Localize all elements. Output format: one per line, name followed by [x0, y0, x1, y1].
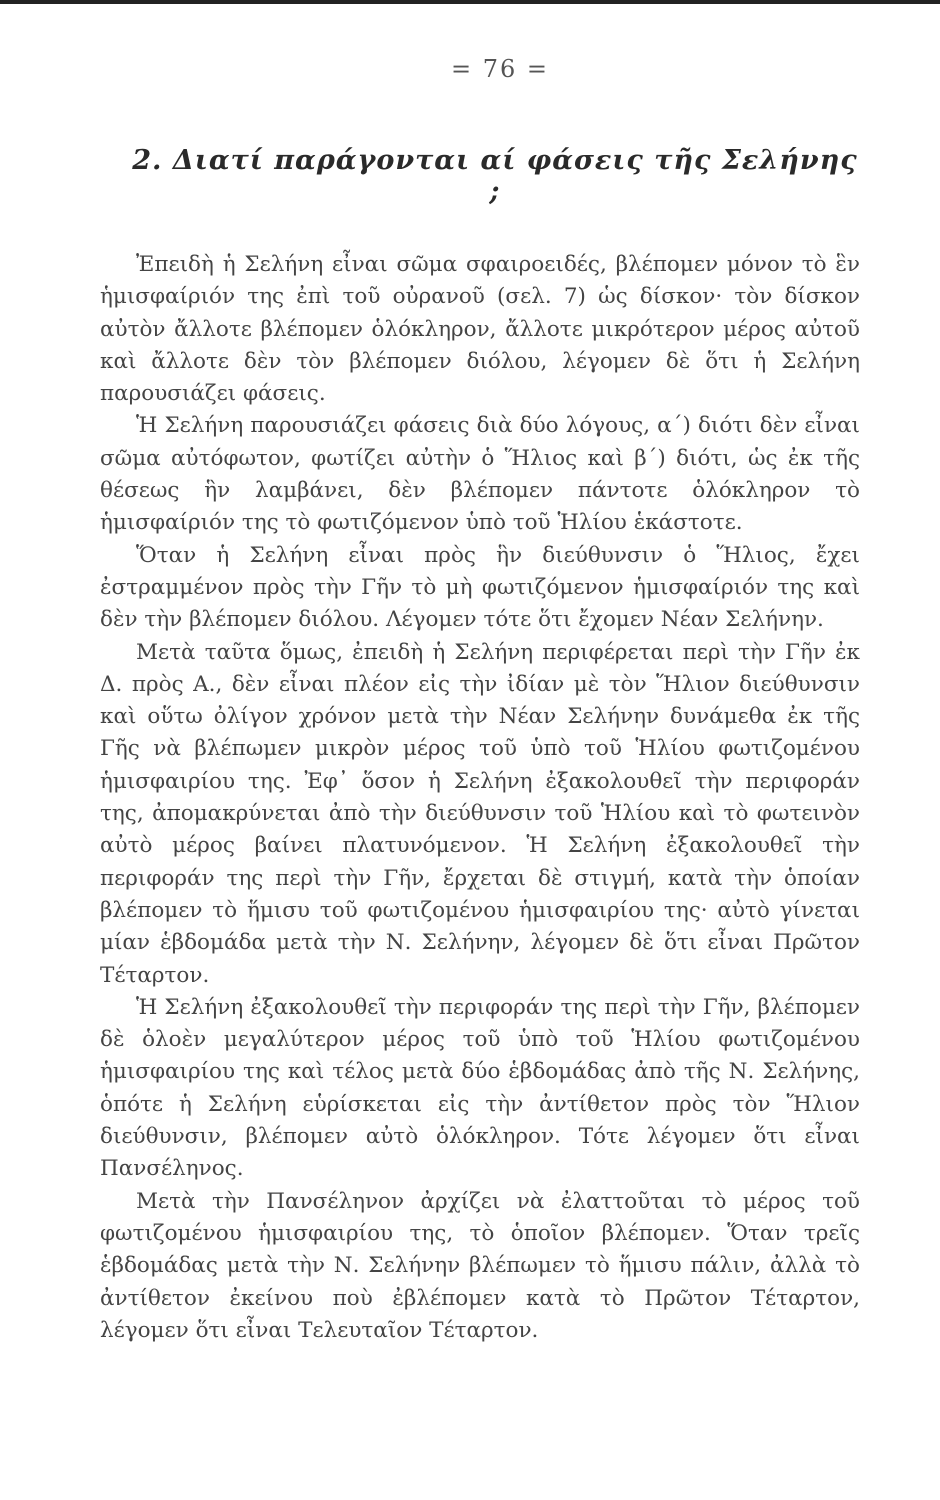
paragraph-6: Μετὰ τὴν Πανσέληνον ἀρχίζει νὰ ἐλαττοῦται τὸ μέρος τοῦ φωτιζομένου ἡμισφαιρίου της, τὸ ὁποῖον βλέπομεν. Ὅταν τρεῖς ἑβδομάδας μετὰ τὴν Ν. Σελήνην βλέπωμεν τὸ ἥμισυ πάλιν, ἀλλὰ τὸ ἀντίθετον ἐκείνου ποὺ ἐβλέπομεν κατὰ τὸ Πρῶτον Τέταρτον, λέγομεν ὅτι εἶναι Τελευταῖον Τέταρτον.	[100, 1188, 860, 1343]
body-text	[100, 249, 860, 1347]
top-border-rule	[0, 0, 940, 4]
paragraph-1: Ἐπειδὴ ἡ Σελήνη εἶναι σῶμα σφαιροειδές, βλέπομεν μόνον τὸ ἓν ἡμισφαίριόν της ἐπὶ τοῦ οὐρανοῦ (σελ. 7) ὡς δίσκον· τὸν δίσκον αὐτὸν ἄλλοτε βλέπομεν ὁλόκληρον, ἄλλοτε μικρότερον μέρος αὐτοῦ καὶ ἄλλοτε δὲν τὸν βλέπομεν διόλου, λέγομεν δὲ ὅτι ἡ Σελήνη παρουσιάζει φάσεις.	[100, 252, 860, 407]
book-page	[100, 55, 860, 1347]
paragraph-2: Ἡ Σελήνη παρουσιάζει φάσεις διὰ δύο λόγους, α΄) διότι δὲν εἶναι σῶμα αὐτόφωτον, φωτίζει αὐτὴν ὁ Ἥλιος καὶ β΄) διότι, ὡς ἐκ τῆς θέσεως ἣν λαμβάνει, δὲν βλέπομεν πάντοτε ὁλόκληρον τὸ ἡμισφαίριόν της τὸ φωτιζόμενον ὑπὸ τοῦ Ἡλίου ἑκάστοτε.	[100, 413, 860, 536]
page-number: = 76 =	[450, 55, 549, 83]
paragraph-5: Ἡ Σελήνη ἐξακολουθεῖ τὴν περιφοράν της περὶ τὴν Γῆν, βλέπομεν δὲ ὁλοὲν μεγαλύτερον μέρος τοῦ ὑπὸ τοῦ Ἡλίου φωτιζομένου ἡμισφαιρίου της καὶ τέλος μετὰ δύο ἑβδομάδας ἀπὸ τῆς Ν. Σελήνης, ὁπότε ἡ Σελήνη εὑρίσκεται εἰς τὴν ἀντίθετον πρὸς τὸν Ἥλιον διεύθυνσιν, βλέπομεν αὐτὸ ὁλόκληρον. Τότε λέγομεν ὅτι εἶναι Πανσέληνος.	[100, 994, 860, 1182]
section-heading: 2. Διατί παράγονται αί φάσεις τῆς Σελήνης ;	[132, 145, 858, 207]
paragraph-4: Μετὰ ταῦτα ὅμως, ἐπειδὴ ἡ Σελήνη περιφέρεται περὶ τὴν Γῆν ἐκ Δ. πρὸς Α., δὲν εἶναι πλέον εἰς τὴν ἰδίαν μὲ τὸν Ἥλιον διεύθυνσιν καὶ οὕτω ὀλίγον χρόνον μετὰ τὴν Νέαν Σελήνην δυνάμεθα ἐκ τῆς Γῆς νὰ βλέπωμεν μικρὸν μέρος τοῦ ὑπὸ τοῦ Ἡλίου φωτιζομένου ἡμισφαιρίου της. Ἐφ᾽ ὅσον ἡ Σελήνη ἐξακολουθεῖ τὴν περιφοράν της, ἀπομακρύνεται ἀπὸ τὴν διεύθυνσιν τοῦ Ἡλίου καὶ τὸ φωτεινὸν αὐτὸ μέρος βαίνει πλατυνόμενον. Ἡ Σελήνη ἐξακολουθεῖ τὴν περιφοράν της περὶ τὴν Γῆν, ἔρχεται δὲ στιγμή, κατὰ τὴν ὁποίαν βλέπομεν τὸ ἥμισυ τοῦ φωτιζομένου ἡμισφαιρίου της· αὐτὸ γίνεται μίαν ἑβδομάδα μετὰ τὴν Ν. Σελήνην, λέγομεν δὲ ὅτι εἶναι Πρῶτον Τέταρτον.	[100, 639, 860, 988]
paragraph-3: Ὅταν ἡ Σελήνη εἶναι πρὸς ἣν διεύθυνσιν ὁ Ἥλιος, ἔχει ἐστραμμένον πρὸς τὴν Γῆν τὸ μὴ φωτιζόμενον ἡμισφαίριόν της καὶ δὲν τὴν βλέπομεν διόλου. Λέγομεν τότε ὅτι ἔχομεν Νέαν Σελήνην.	[100, 542, 860, 633]
